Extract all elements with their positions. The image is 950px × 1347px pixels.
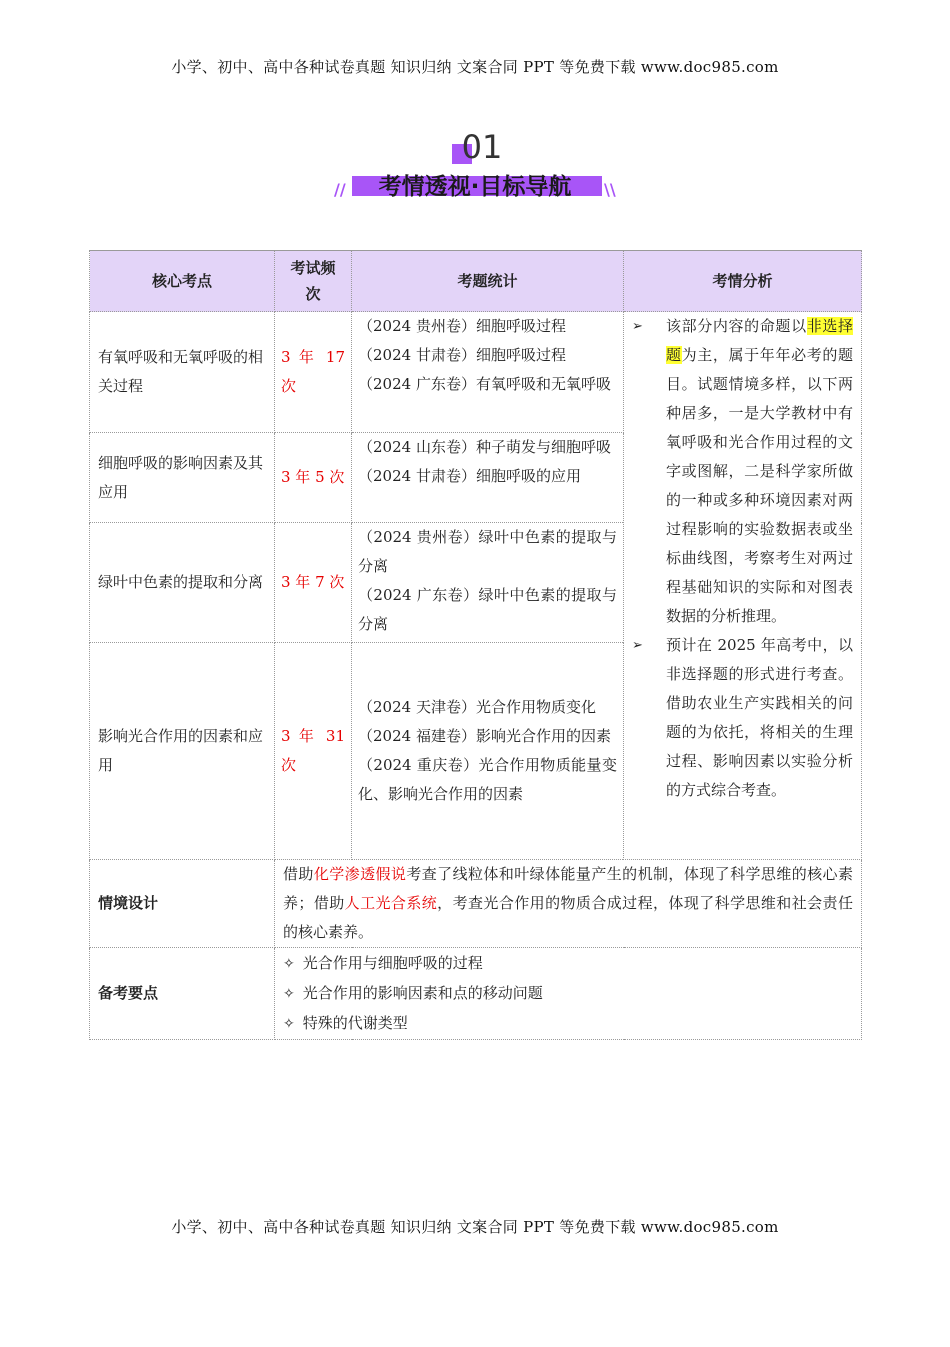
- statistics-cell: [352, 433, 624, 523]
- analysis-cell: [624, 312, 862, 860]
- statistics-cell: [352, 523, 624, 643]
- slash-decoration-left: //: [334, 180, 346, 199]
- list-item: [283, 949, 853, 979]
- analysis-text: 预计在 2025 年高考中，以非选择题的形式进行考查。借助农业生产实践相关的问题的为依托，将相关的生理过程、影响因素以实验分析的方式综合考查。: [666, 636, 853, 799]
- prep-content: [275, 948, 862, 1040]
- list-item: [283, 1009, 853, 1039]
- section-number: 01: [461, 128, 503, 166]
- scenario-text: 借助: [283, 865, 314, 883]
- stat-item: （2024 贵州卷）细胞呼吸过程: [358, 317, 566, 335]
- table-row: [90, 312, 862, 433]
- stat-item: （2024 贵州卷）绿叶中色素的提取与分离: [358, 528, 617, 575]
- analysis-text: 为主，属于年年必考的题目。试题情境多样，以下两种居多，一是大学教材中有氧呼吸和光合作用过程的文字或图解，二是科学家所做的一种或多种环境因素对两过程影响的实验数据表或坐标曲线图，考察考生对两过程基础知识的实际和对图表数据的分析推理。: [666, 346, 853, 625]
- topic-cell: 影响光合作用的因素和应用: [90, 643, 275, 860]
- section-title: 考情透视·目标导航: [378, 174, 572, 200]
- stat-item: （2024 福建卷）影响光合作用的因素: [358, 727, 611, 745]
- prep-label: 备考要点: [90, 948, 275, 1040]
- scenario-keyword: 化学渗透假说: [313, 865, 407, 883]
- page-header: 小学、初中、高中各种试卷真题 知识归纳 文案合同 PPT 等免费下载 www.doc985.com: [171, 58, 779, 76]
- scenario-label: 情境设计: [90, 860, 275, 948]
- header-core-topic: 核心考点: [90, 251, 275, 312]
- scenario-keyword: 人工光合系统: [344, 894, 438, 912]
- stat-item: （2024 天津卷）光合作用物质变化: [358, 698, 596, 716]
- analysis-text: 该部分内容的命题以: [666, 317, 807, 335]
- prep-item-text: 光合作用与细胞呼吸的过程: [302, 953, 483, 972]
- header-frequency: 考试频次: [275, 251, 352, 312]
- diamond-bullet-icon: ✧: [283, 955, 295, 972]
- diamond-bullet-icon: ✧: [283, 985, 295, 1002]
- topic-cell: 绿叶中色素的提取和分离: [90, 523, 275, 643]
- section-title-banner: [330, 128, 620, 208]
- frequency-cell: 3 年 31 次: [275, 643, 352, 860]
- scenario-row: [90, 860, 862, 948]
- scenario-content: [275, 860, 862, 948]
- page-footer: 小学、初中、高中各种试卷真题 知识归纳 文案合同 PPT 等免费下载 www.doc985.com: [171, 1218, 779, 1236]
- prep-row: [90, 948, 862, 1040]
- frequency-cell: 3 年 7 次: [275, 523, 352, 643]
- frequency-cell: 3 年 17 次: [275, 312, 352, 433]
- exam-analysis-table: [89, 250, 862, 1040]
- analysis-bullet: [632, 312, 853, 631]
- scenario-text: 考查了线粒体和叶绿体能量产生的机制，体现了科学思维的核心素养；借助: [283, 865, 853, 912]
- prep-item-text: 特殊的代谢类型: [302, 1013, 408, 1032]
- statistics-cell: [352, 312, 624, 433]
- table-header-row: [90, 251, 862, 312]
- list-item: [283, 979, 853, 1009]
- frequency-cell: 3 年 5 次: [275, 433, 352, 523]
- diamond-bullet-icon: ✧: [283, 1015, 295, 1032]
- arrow-bullet-icon: ➢: [632, 319, 643, 334]
- topic-cell: 细胞呼吸的影响因素及其应用: [90, 433, 275, 523]
- stat-item: （2024 广东卷）有氧呼吸和无氧呼吸: [358, 375, 611, 393]
- stat-item: （2024 重庆卷）光合作用物质能量变化、影响光合作用的因素: [358, 756, 617, 803]
- scenario-text: ，考查光合作用的物质合成过程，体现了科学思维和社会责任的核心素养。: [283, 894, 853, 941]
- highlighted-term: 非选择题: [666, 317, 853, 364]
- header-analysis: 考情分析: [624, 251, 862, 312]
- statistics-cell: [352, 643, 624, 860]
- header-statistics: 考题统计: [352, 251, 624, 312]
- slash-decoration-right: \\: [604, 180, 616, 199]
- stat-item: （2024 甘肃卷）细胞呼吸的应用: [358, 467, 581, 485]
- arrow-bullet-icon: ➢: [632, 638, 643, 653]
- stat-item: （2024 甘肃卷）细胞呼吸过程: [358, 346, 566, 364]
- stat-item: （2024 山东卷）种子萌发与细胞呼吸: [358, 438, 611, 456]
- stat-item: （2024 广东卷）绿叶中色素的提取与分离: [358, 586, 617, 633]
- prep-item-text: 光合作用的影响因素和点的移动问题: [302, 983, 543, 1002]
- analysis-bullet: [632, 631, 853, 805]
- topic-cell: 有氧呼吸和无氧呼吸的相关过程: [90, 312, 275, 433]
